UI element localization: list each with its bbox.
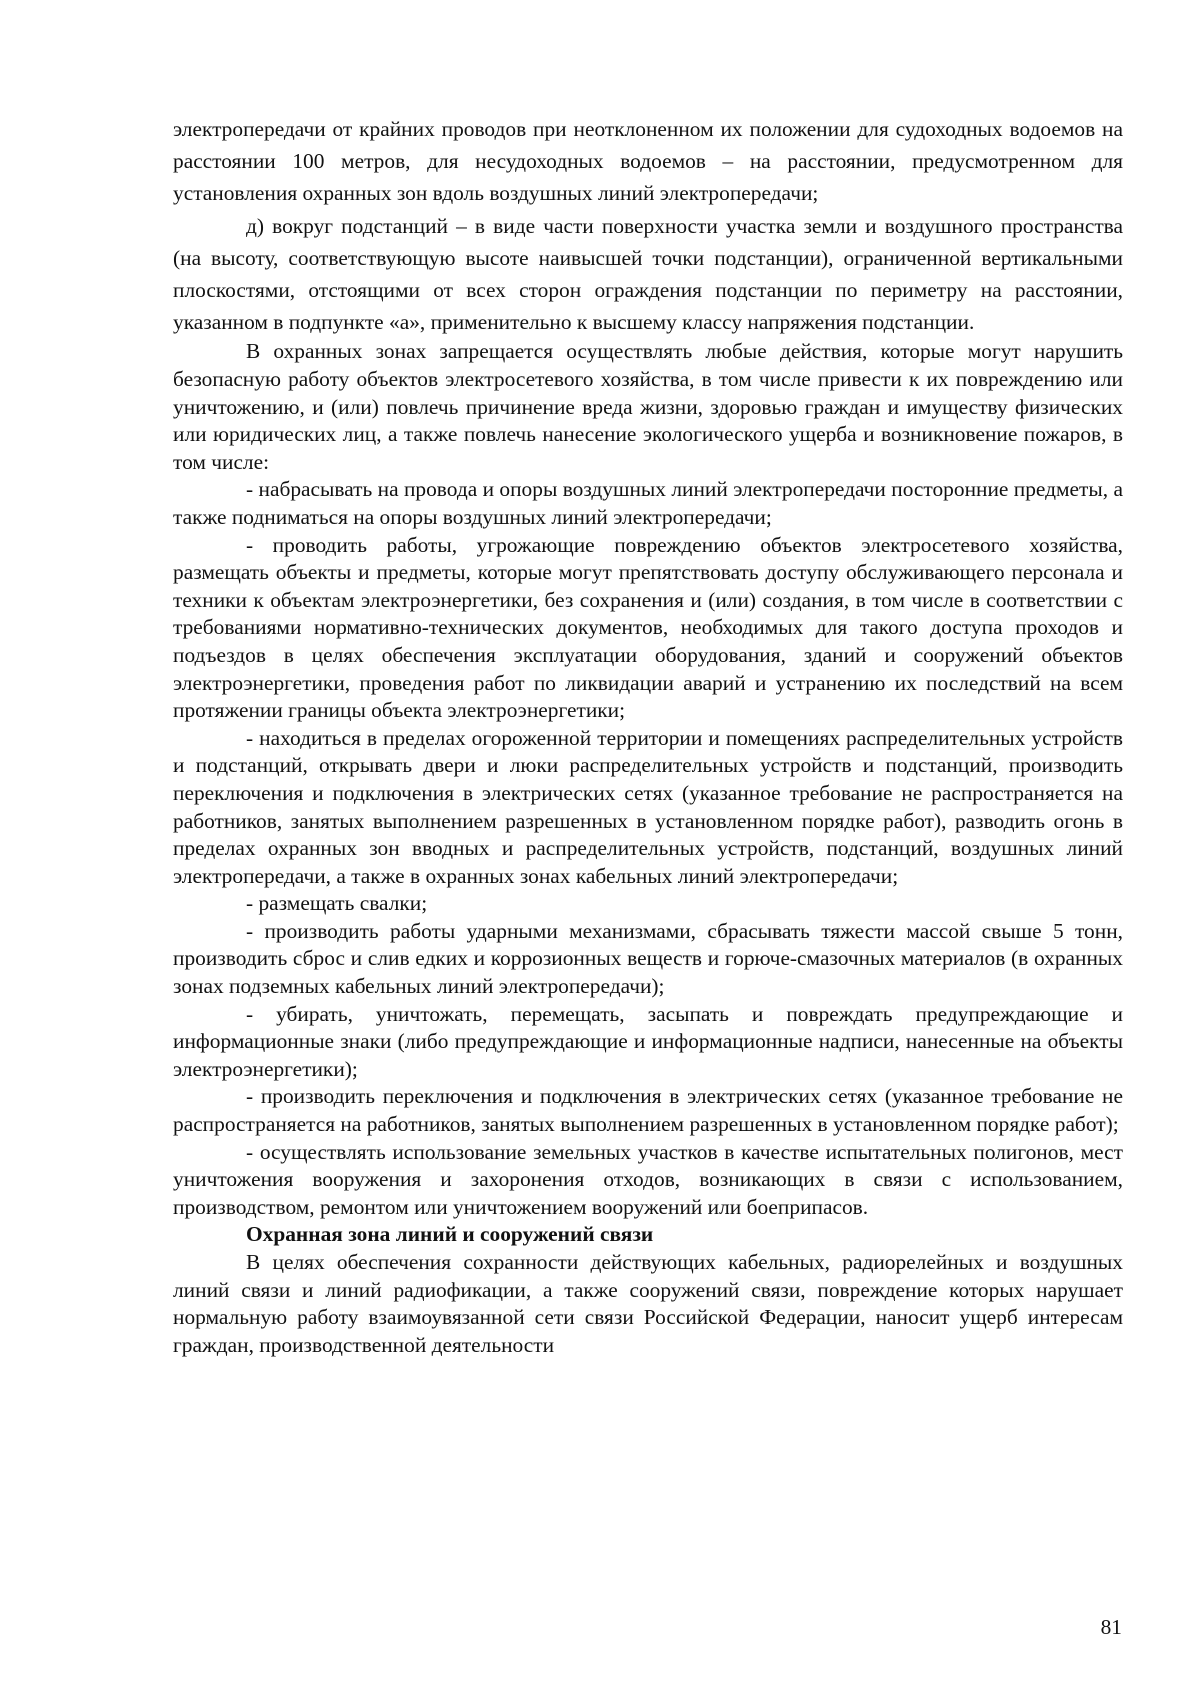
list-item-throwing-objects: - набрасывать на провода и опоры воздушных линий электропередачи посторонние предметы, а также подниматься на опоры воздушных линий электропередачи; — [173, 477, 1123, 529]
paragraph-continuation: электропередачи от крайних проводов при неотклоненном их положении для судоходных водоемов на расстоянии 100 метров, для несудоходных водоемов – на расстоянии, предусмотренном для установления охранных зон вдоль воздушных линий электропередачи; — [173, 117, 1123, 206]
list-item-dumps: - размещать свалки; — [246, 891, 428, 916]
text-block-top — [173, 113, 1123, 338]
list-item-switching: - производить переключения и подключения в электрических сетях (указанное требование не распространяется на работников, занятых выполнением разрешенных в установленном порядке работ); — [173, 1084, 1123, 1137]
list-item-hazardous-works: - проводить работы, угрожающие повреждению объектов электросетевого хозяйства, размещать объекты и предметы, которые могут препятствовать доступу обслуживающего персонала и техники к объектам электроэнергетики, без сохранения и (или) создания, в том числе в соответствии с требованиями нормативно-технических документов, необходимых для такого доступа проходов и подъездов в целях обеспечения эксплуатации оборудования, зданий и сооружений объектов электроэнергетики, проведения работ по ликвидации аварий и устранению их последствий на всем протяжении границы объекта электроэнергетики; — [173, 532, 1123, 723]
list-item-impact-works: - производить работы ударными механизмами, сбрасывать тяжести массой свыше 5 тонн, производить сброс и слив едких и коррозионных веществ и горюче-смазочных материалов (в охранных зонах подземных кабельных линий электропередачи); — [173, 918, 1123, 999]
section-heading: Охранная зона линий и сооружений связи — [246, 1222, 654, 1247]
paragraph-communication-lines: В целях обеспечения сохранности действующих кабельных, радиорелейных и воздушных линий связи и линий радиофикации, а также сооружений связи, повреждение которых нарушает нормальную работу взаимоувязанной сети связи Российской Федерации, наносит ущерб интересам граждан, производственной деятельности — [173, 1250, 1123, 1357]
document-page — [173, 113, 1123, 1359]
page-number: 81 — [1100, 1615, 1122, 1639]
paragraph-prohibitions-intro: В охранных зонах запрещается осуществлять любые действия, которые могут нарушить безопасную работу объектов электросетевого хозяйства, в том числе привести к их повреждению или уничтожению, и (или) повлечь причинение вреда жизни, здоровью граждан и имуществу физических или юридических лиц, а также повлечь нанесение экологического ущерба и возникновение пожаров, в том числе: — [173, 339, 1123, 474]
list-item-land-use: - осуществлять использование земельных участков в качестве испытательных полигонов, мест уничтожения вооружения и захоронения отходов, возникающих в связи с использованием, производством, ремонтом или уничтожением вооружений или боеприпасов. — [173, 1139, 1123, 1219]
paragraph-substations: д) вокруг подстанций – в виде части поверхности участка земли и воздушного пространства (на высоту, соответствующую высоте наивысшей точки подстанции), ограниченной вертикальными плоскостями, отстоящими от всех сторон ограждения подстанции по периметру на расстоянии, указанном в подпункте «а», применительно к высшему классу напряжения подстанции. — [173, 213, 1123, 335]
list-item-fenced-territory: - находиться в пределах огороженной территории и помещениях распределительных устройств и подстанций, открывать двери и люки распределительных устройств и подстанций, производить переключения и подключения в электрических сетях (указанное требование не распространяется на работников, занятых выполнением разрешенных в установленном порядке работ), разводить огонь в пределах охранных зон вводных и распределительных устройств, подстанций, воздушных линий электропередачи, а также в охранных зонах кабельных линий электропередачи; — [173, 725, 1123, 888]
list-item-signs: - убирать, уничтожать, перемещать, засыпать и повреждать предупреждающие и информационные знаки (либо предупреждающие и информационные надписи, нанесенные на объекты электроэнергетики); — [173, 1001, 1123, 1081]
text-block-main — [173, 338, 1123, 1359]
